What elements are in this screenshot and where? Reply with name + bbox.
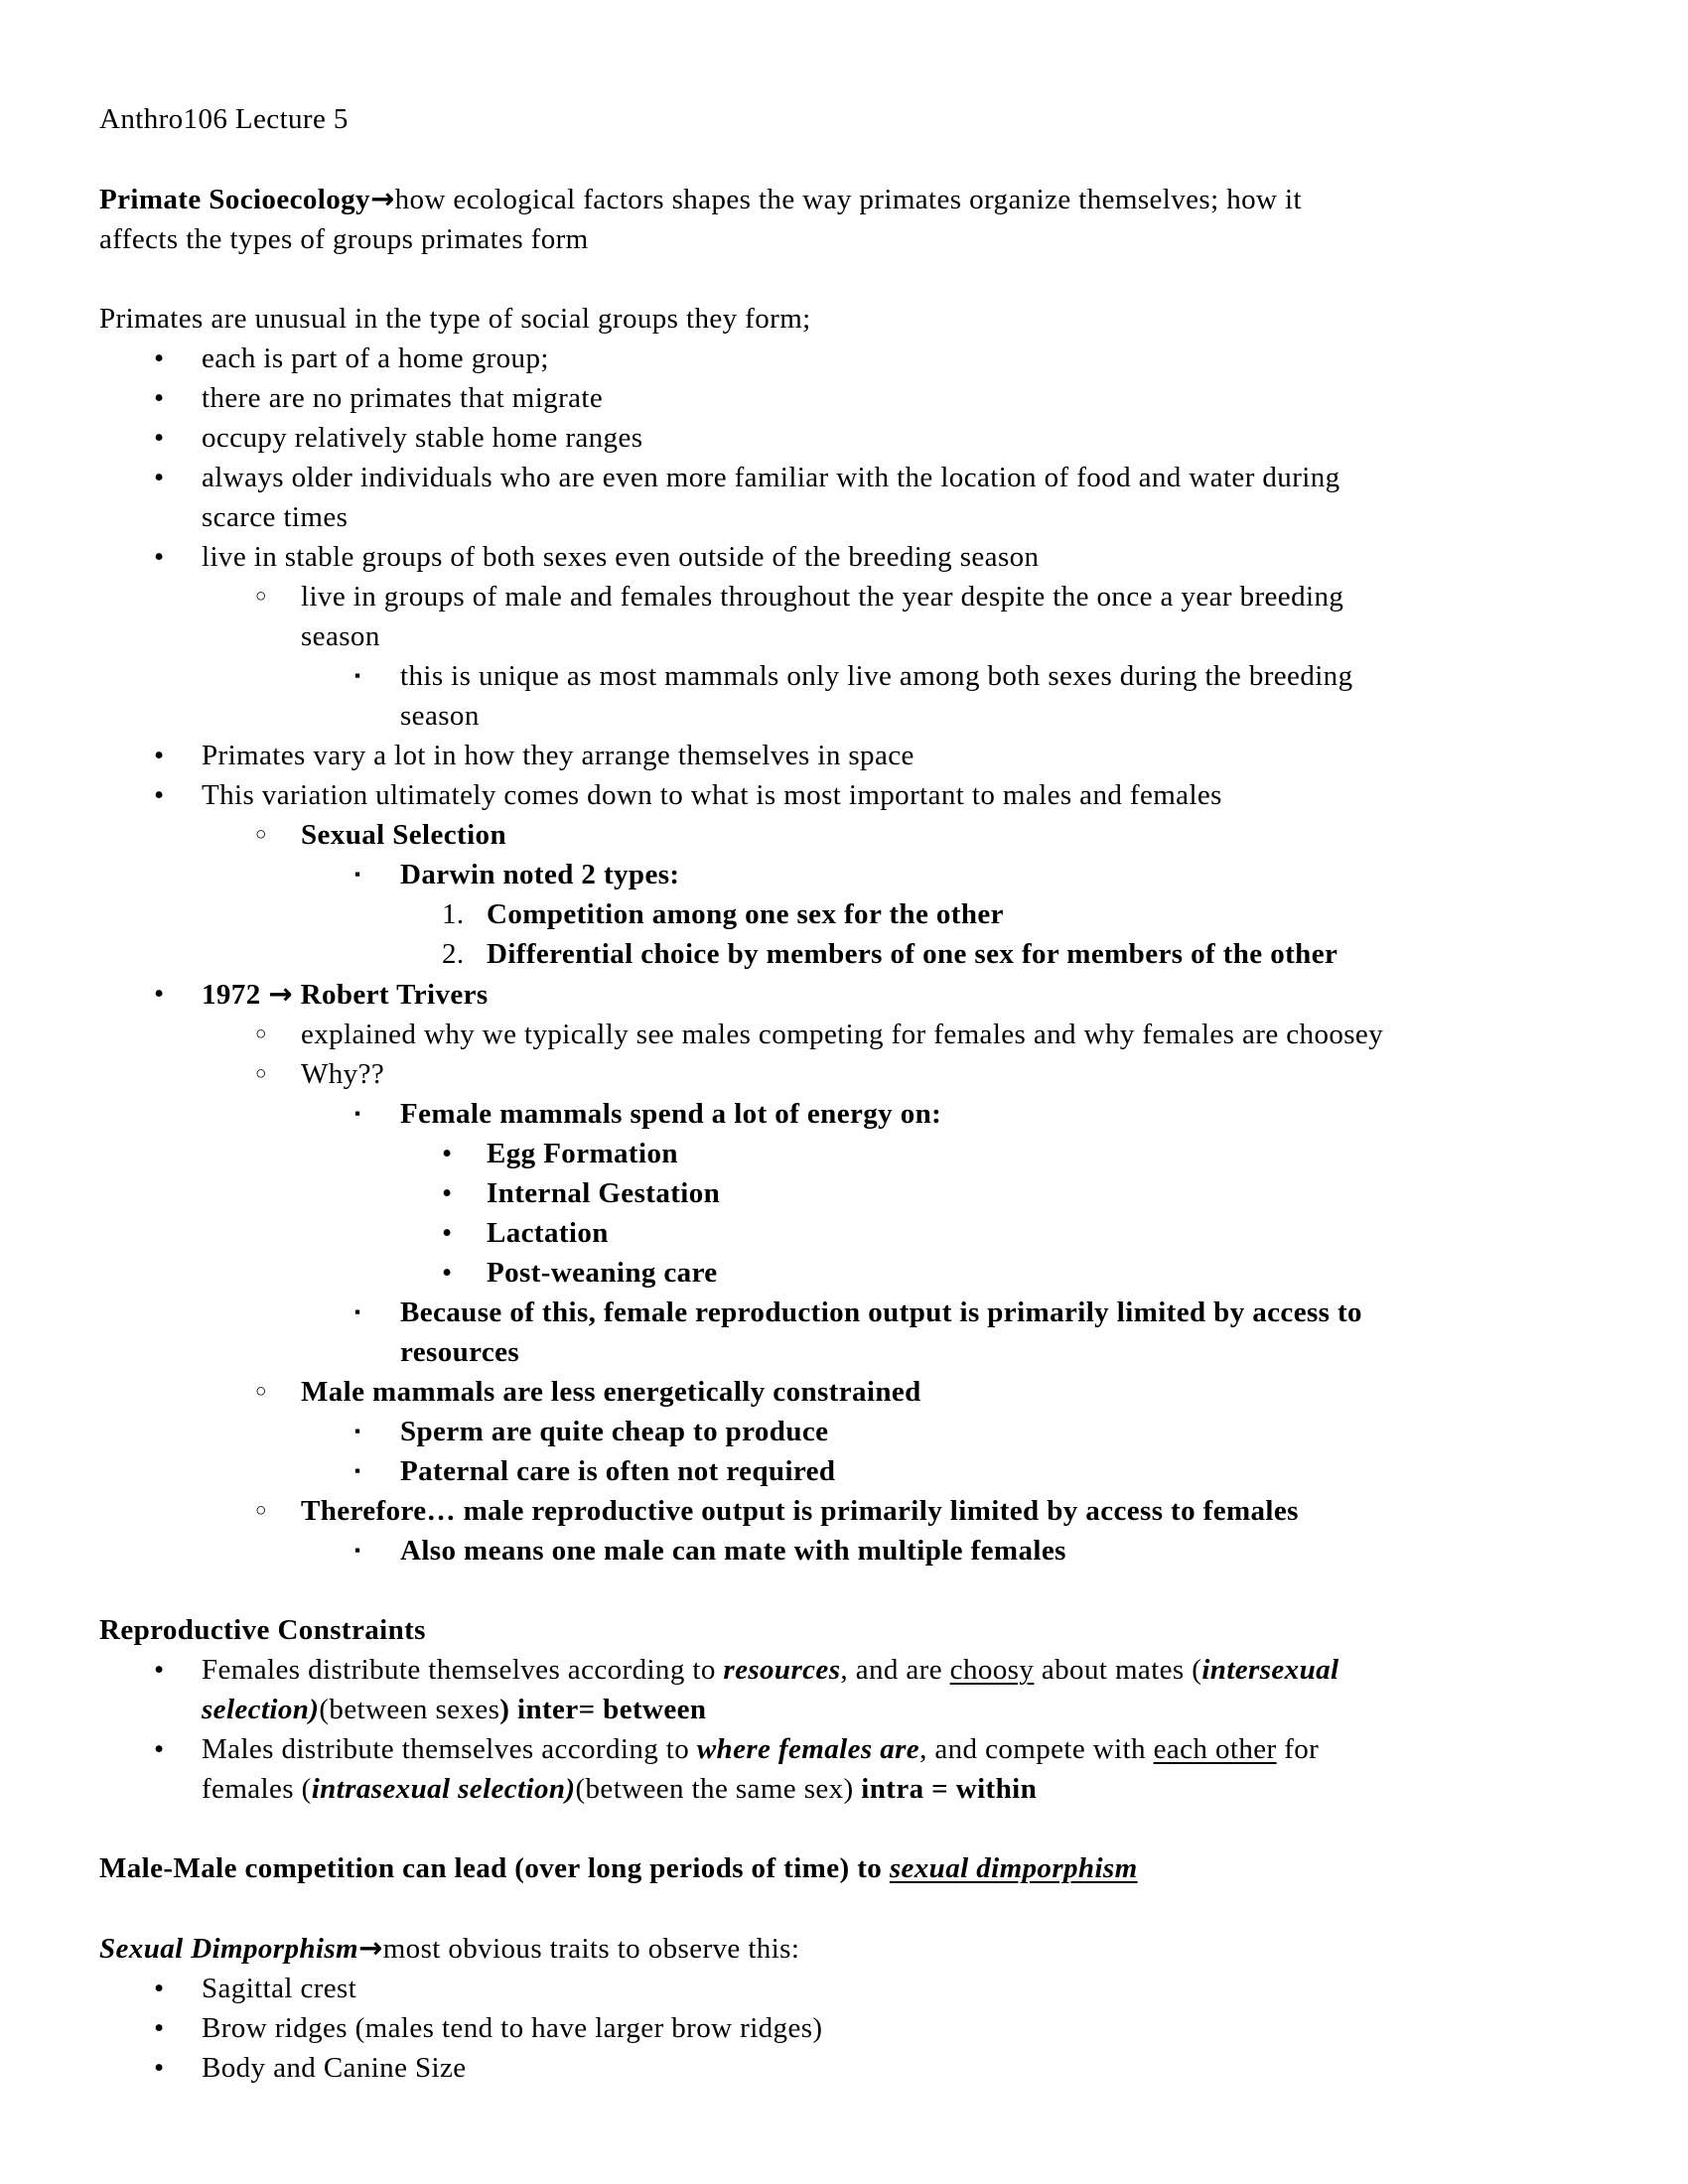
circle-bullet-icon: ○ [255,1024,267,1044]
trivers-year: 1972 [202,979,269,1011]
item-text: season [301,620,380,652]
list-item [99,1372,1569,1412]
list-number: 1. [442,898,465,930]
run: intersexual [1201,1654,1339,1686]
item-text: live in stable groups of both sexes even outside of the breeding season [202,541,1040,573]
run: each other [1153,1733,1277,1765]
bullet-icon: • [154,422,165,454]
item-text: Sagittal crest [202,1973,357,2004]
bullet-icon: • [154,740,165,771]
run: , and compete with [919,1733,1154,1765]
item-text: Therefore… male reproductive output is primarily limited by access to females [301,1495,1299,1527]
list-item [99,974,1569,1015]
circle-bullet-icon: ○ [255,586,267,607]
square-bullet-icon: ▪ [354,1104,361,1123]
list-item [99,339,1569,378]
square-bullet-icon: ▪ [354,666,361,685]
item-text: Male mammals are less energetically constrained [301,1376,921,1408]
trivers-name: Robert Trivers [292,979,489,1011]
list-item [99,1969,1569,2008]
bullet-icon: • [154,382,165,414]
spacer [99,139,1569,179]
square-bullet-icon: ▪ [354,1302,361,1321]
item-text: there are no primates that migrate [202,382,604,414]
square-bullet-icon: ▪ [354,1541,361,1560]
item-text: season [400,700,480,732]
bullet-icon: • [154,1973,165,2004]
item-text: This variation ultimately comes down to what is most important to males and females [202,779,1222,811]
doc-title: Anthro106 Lecture 5 [99,103,349,135]
item-text: Sperm are quite cheap to produce [400,1416,829,1447]
square-bullet-icon: ▪ [354,1461,361,1480]
item-text: Female mammals spend a lot of energy on: [400,1098,942,1130]
section-heading-reproductive-constraints: Reproductive Constraints [99,1614,426,1646]
run: intrasexual selection) [311,1773,576,1805]
run: (between sexes [319,1694,500,1725]
run: , and are [840,1654,950,1686]
bullet-icon: • [154,2052,165,2084]
item-text: always older individuals who are even more familiar with the location of food and water during [202,462,1340,493]
list-item [99,378,1569,418]
run: about mates ( [1034,1654,1202,1686]
item-text: this is unique as most mammals only live among both sexes during the breeding [400,660,1353,692]
list-item [99,1094,1569,1134]
males-bullet [99,1729,1569,1809]
list-item [99,1412,1569,1451]
list-item [99,894,1569,934]
item-text: scarce times [202,501,349,533]
run: where females are [696,1733,920,1765]
circle-bullet-icon: ○ [255,824,267,845]
socio-description-line2: affects the types of groups primates form [99,223,589,255]
bullet-icon: • [442,1217,453,1249]
run: choosy [949,1654,1035,1686]
spacer [99,1570,1569,1610]
item-text: Differential choice by members of one sex for members of the other [487,938,1338,970]
bullet-icon: • [154,342,165,374]
run: (between the same sex) [575,1773,862,1805]
list-item [99,1213,1569,1253]
run: for [1276,1733,1320,1765]
list-item [99,855,1569,894]
item-text: Body and Canine Size [202,2052,467,2084]
bullet-icon: • [442,1177,453,1209]
list-item [99,1293,1569,1372]
list-item [99,934,1569,974]
item-text: Brow ridges (males tend to have larger brow ridges) [202,2012,823,2044]
spacer [99,1888,1569,1928]
item-text: Because of this, female reproduction output is primarily limited by access to [400,1297,1362,1328]
item-text: resources [400,1336,520,1368]
list-item [99,458,1569,537]
bullet-icon: • [154,779,165,811]
item-text: occupy relatively stable home ranges [202,422,643,454]
item-text: Paternal care is often not required [400,1455,836,1487]
item-text: Primates vary a lot in how they arrange themselves in space [202,740,914,771]
dimorphism-term: Sexual Dimporphism [99,1933,359,1965]
circle-bullet-icon: ○ [255,1381,267,1402]
list-item [99,577,1569,656]
item-text: Internal Gestation [487,1177,721,1209]
circle-bullet-icon: ○ [255,1500,267,1521]
run: selection) [202,1694,320,1725]
run: Females distribute themselves according to [202,1654,724,1686]
item-text: each is part of a home group; [202,342,549,374]
list-item [99,815,1569,855]
list-item [99,1451,1569,1491]
item-text: Post-weaning care [487,1257,718,1289]
bullet-icon: • [154,462,165,493]
list-item [99,775,1569,815]
run: Male-Male competition can lead (over long periods of time) to [99,1852,890,1884]
item-text: explained why we typically see males competing for females and why females are choosey [301,1019,1384,1050]
run: intra = within [861,1773,1038,1805]
item-text: Also means one male can mate with multiple females [400,1535,1066,1567]
list-item [99,1134,1569,1173]
bullet-icon: • [154,541,165,573]
socio-paragraph [99,179,1569,259]
list-item [99,1054,1569,1094]
item-text: Egg Formation [487,1138,678,1169]
item-text: Why?? [301,1058,385,1090]
run: sexual dimporphism [889,1852,1138,1884]
item-text: Sexual Selection [301,819,506,851]
run: ) inter= between [499,1694,707,1725]
run: Males distribute themselves according to [202,1733,697,1765]
list-number: 2. [442,938,465,970]
list-item [99,1173,1569,1213]
list-item [99,736,1569,775]
bullet-icon: • [154,1654,165,1686]
dimorphism-heading [99,1928,1569,1969]
females-bullet [99,1650,1569,1729]
bullet-icon: • [442,1257,453,1289]
list-item [99,1015,1569,1054]
list-item [99,1253,1569,1293]
run: females ( [202,1773,312,1805]
list-item [99,537,1569,577]
right-arrow-icon: → [369,182,395,215]
bullet-icon: • [154,1733,165,1765]
item-text: live in groups of male and females throughout the year despite the once a year breeding [301,581,1344,613]
list-item [99,2048,1569,2088]
list-item [99,1491,1569,1531]
list-item [99,1531,1569,1570]
socio-description-line1: how ecological factors shapes the way primates organize themselves; how it [394,184,1302,215]
item-text: Lactation [487,1217,609,1249]
right-arrow-icon: → [268,977,293,1011]
bullet-icon: • [154,2012,165,2044]
list-item [99,2008,1569,2048]
socio-heading: Primate Socioecology [99,184,370,215]
male-male-statement [99,1848,1569,1888]
square-bullet-icon: ▪ [354,865,361,884]
item-text: Competition among one sex for the other [487,898,1004,930]
trivers-heading [202,979,489,1011]
unusual-intro: Primates are unusual in the type of social groups they form; [99,303,811,335]
spacer [99,1809,1569,1848]
list-item [99,656,1569,736]
bullet-icon: • [154,978,165,1010]
spacer [99,259,1569,299]
square-bullet-icon: ▪ [354,1422,361,1440]
list-item [99,418,1569,458]
bullet-icon: • [442,1138,453,1169]
item-text: Darwin noted 2 types: [400,859,680,890]
right-arrow-icon: → [358,1931,383,1965]
dimorphism-rest: most obvious traits to observe this: [382,1933,800,1965]
circle-bullet-icon: ○ [255,1063,267,1084]
run: resources [723,1654,841,1686]
